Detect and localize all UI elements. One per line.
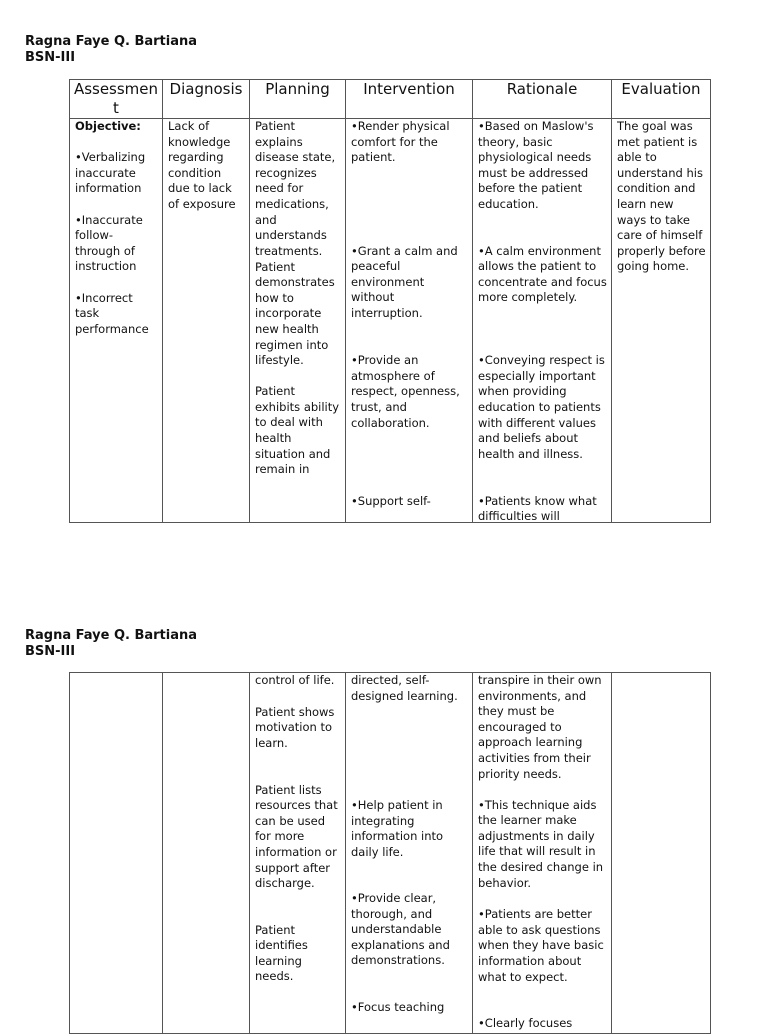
page1-header [25, 34, 197, 66]
student-name: Ragna Faye Q. Bartiana [25, 628, 198, 643]
course-label: BSN-III [25, 50, 76, 65]
table-row [70, 119, 711, 523]
planning-goal: Patient identifies learning needs. [255, 922, 308, 984]
intervention-item: •Focus teaching [351, 1000, 445, 1014]
student-name: Ragna Faye Q. Bartiana [25, 34, 198, 49]
assessment-cue: •Incorrect task performance [75, 290, 149, 336]
rationale-item: transpire in their own environments, and they must be encouraged to approach learning activities from their priority needs. [478, 673, 602, 781]
intervention-item: directed, self-designed learning. [351, 673, 458, 703]
col-header-intervention: Intervention [346, 80, 473, 119]
assessment-cell [70, 673, 163, 1034]
planning-goal: Patient lists resources that can be used for more information or support after discharge. [255, 782, 338, 891]
evaluation-text: The goal was met patient is able to understand his condition and learn new ways to take care of himself properly before going home. [617, 119, 706, 274]
care-plan-table-page1 [69, 79, 711, 523]
evaluation-cell [612, 119, 711, 523]
rationale-item: •Conveying respect is especially important when providing education to patients with different values and beliefs about health and illness. [478, 353, 605, 461]
intervention-item: •Support self- [351, 493, 431, 508]
diagnosis-cell [163, 673, 250, 1034]
rationale-item: •Patients are better able to ask questions when they have basic information about what to expect. [478, 907, 604, 984]
intervention-item: •Provide an atmosphere of respect, openness, trust, and collaboration. [351, 353, 460, 430]
diagnosis-text: Lack of knowledge regarding condition due to lack of exposure [168, 119, 236, 211]
rationale-item: •Patients know what difficulties will [478, 493, 597, 522]
rationale-item: •Based on Maslow's theory, basic physiological needs must be addressed before the patient education. [478, 119, 594, 211]
rationale-cell [473, 673, 612, 1034]
intervention-item: •Render physical comfort for the patient. [351, 119, 450, 165]
diagnosis-cell [163, 119, 250, 523]
intervention-item: •Help patient in integrating information into daily life. [351, 798, 444, 859]
intervention-item: •Provide clear, thorough, and understandable explanations and demonstrations. [351, 891, 450, 968]
course-label: BSN-III [25, 644, 76, 659]
col-header-evaluation: Evaluation [612, 80, 711, 119]
col-header-planning: Planning [250, 80, 346, 119]
rationale-item: •Clearly focuses [478, 1016, 573, 1031]
rationale-item: •This technique aids the learner make adjustments in daily life that will result in the desired change in behavior. [478, 797, 604, 890]
page2-header [25, 628, 197, 660]
assessment-heading: Objective: [75, 119, 141, 133]
planning-goal: Patient exhibits ability to deal with health situation and remain in [255, 384, 340, 477]
assessment-cue: •Inaccurate follow-through of instruction [75, 212, 143, 274]
rationale-cell [473, 119, 612, 523]
table-header-row [70, 80, 711, 119]
intervention-cell [346, 119, 473, 523]
intervention-cell [346, 673, 473, 1034]
planning-cell [250, 119, 346, 523]
planning-goal: Patient explains disease state, recognizes need for medications, and understands treatments. [255, 119, 336, 258]
col-header-diagnosis: Diagnosis [163, 80, 250, 119]
planning-cell [250, 673, 346, 1034]
col-header-rationale: Rationale [473, 80, 612, 119]
intervention-item: •Grant a calm and peaceful environment without interruption. [351, 243, 458, 320]
assessment-cell [70, 119, 163, 523]
rationale-item: •A calm environment allows the patient to concentrate and focus more completely. [478, 243, 607, 305]
assessment-cue: •Verbalizing inaccurate information [75, 150, 146, 196]
planning-goal: Patient shows motivation to learn. [255, 704, 335, 750]
col-header-assessment: Assessment [70, 80, 163, 119]
table-row [70, 673, 711, 1034]
planning-goal: control of life. [255, 673, 335, 687]
planning-goal: Patient demonstrates how to incorporate new health regimen into lifestyle. [255, 259, 335, 368]
care-plan-table-page2 [69, 672, 711, 1034]
evaluation-cell [612, 673, 711, 1034]
